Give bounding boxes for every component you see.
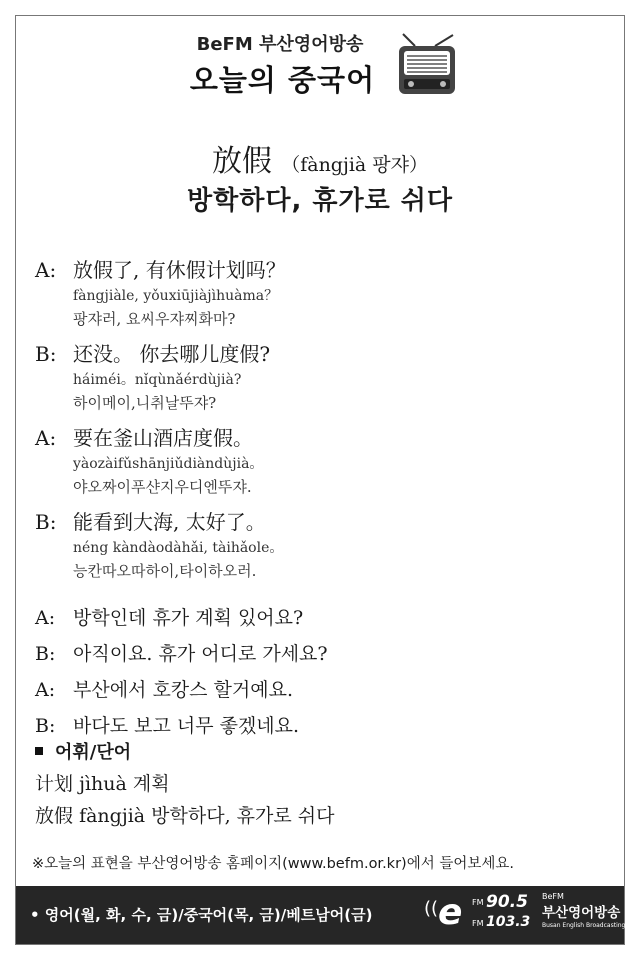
signal-waves-icon: (( [424, 898, 439, 919]
frequency-1: 90.5 [486, 892, 528, 912]
speaker-label: A: [35, 258, 57, 282]
speaker-label: A: [35, 607, 56, 629]
speaker-label: B: [35, 643, 56, 665]
vocab-word: 计划 [35, 773, 74, 795]
expression-pinyin: （fàngjià 팡쟈） [281, 154, 429, 176]
befm-logo [424, 892, 626, 938]
translation-text: 아직이요. 휴가 어디로 가세요? [73, 643, 328, 665]
dialog-pinyin: fàngjiàle, yǒuxiūjiàjìhuàma？ [73, 288, 279, 304]
translation-text: 바다도 보고 너무 좋겠네요. [73, 715, 300, 737]
program-title: 오늘의 중국어 [189, 63, 376, 97]
dialog-reading: 야오짜이푸샨지우디엔뚜쟈. [73, 478, 252, 496]
translation [35, 600, 615, 744]
dialog-pinyin: háiméi。nǐqùnǎérdùjià? [73, 372, 242, 388]
fm-label: FM [472, 898, 484, 907]
dialog-chinese: 还没。 你去哪儿度假? [73, 342, 271, 366]
speaker-label: B: [35, 715, 56, 737]
footer-bar [16, 886, 624, 944]
expression-chinese: 放假 [211, 144, 272, 179]
station-name: BeFM 부산영어방송 [196, 34, 364, 55]
header [0, 30, 640, 102]
broadcast-schedule: • 영어(월, 화, 수, 금)/중국어(목, 금)/베트남어(금) [30, 906, 373, 924]
dialog-chinese: 要在釜山酒店度假。 [73, 426, 253, 450]
translation-text: 방학인데 휴가 계획 있어요? [73, 607, 304, 629]
logo-brand: BeFM [542, 892, 564, 901]
speaker-label: B: [35, 342, 57, 366]
dialog-turn [35, 339, 615, 415]
vocabulary-item [35, 768, 615, 800]
vocabulary-item [35, 800, 615, 832]
dialog-chinese: 放假了, 有休假计划吗？ [73, 258, 286, 282]
logo-name: 부산영어방송 [542, 905, 621, 921]
dialog-turn [35, 255, 615, 331]
vocab-pinyin: jìhuà [79, 773, 127, 795]
fm-label: FM [472, 919, 484, 928]
dialog-reading: 팡쟈러, 요씨우쟈찌화마? [73, 310, 236, 328]
expression-title [0, 136, 640, 180]
dialog-pinyin: néng kàndàodàhǎi, tàihǎole。 [73, 540, 284, 556]
vocabulary-heading [35, 738, 131, 764]
dialog-turn [35, 507, 615, 583]
radio-icon [395, 32, 459, 98]
dialog-chinese: 能看到大海, 太好了。 [73, 510, 266, 534]
vocab-pinyin: fàngjià [79, 805, 146, 827]
dialog-reading: 하이메이,니취날뚜쟈? [73, 394, 217, 412]
vocabulary-heading-text: 어휘/단어 [55, 742, 132, 763]
expression-meaning: 방학하다, 휴가로 쉬다 [186, 186, 454, 216]
translation-line [35, 636, 615, 672]
website-notice: ※오늘의 표현을 부산영어방송 홈페이지(www.befm.or.kr)에서 들어보세요. [32, 856, 514, 872]
vocab-meaning: 방학하다, 휴가로 쉬다 [151, 805, 335, 827]
vocab-meaning: 계획 [132, 773, 170, 795]
dialog-turn [35, 423, 615, 499]
dialog [35, 255, 615, 591]
dialog-reading: 능칸따오따하이,타이하오러. [73, 562, 257, 580]
speaker-label: A: [35, 679, 56, 701]
translation-line [35, 672, 615, 708]
speaker-label: B: [35, 510, 57, 534]
logo-subtitle: Busan English Broadcasting [542, 922, 626, 929]
speaker-label: A: [35, 426, 57, 450]
logo-e-icon: e [438, 892, 463, 933]
frequency-2: 103.3 [486, 914, 531, 930]
translation-line [35, 600, 615, 636]
bullet-square-icon [35, 747, 43, 755]
vocabulary-list [35, 768, 615, 832]
translation-text: 부산에서 호캉스 할거예요. [73, 679, 294, 701]
vocab-word: 放假 [35, 805, 74, 827]
dialog-pinyin: yàozàifǔshānjiǔdiàndùjià。 [73, 456, 264, 472]
